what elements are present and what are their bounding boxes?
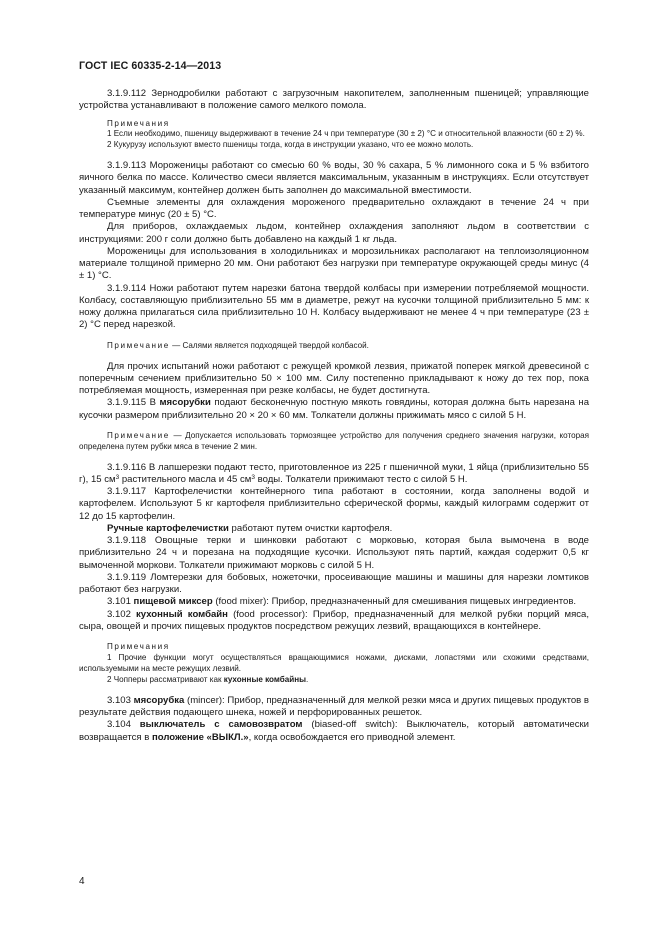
clause-3-1-9-113-p2: Съемные элементы для охлаждения мороженого предварительно охлаждают в течение 24 ч при температуре минус (20 ± 5) °С. <box>79 196 589 221</box>
note-label: Примечание <box>107 430 170 440</box>
clause-text: воды. Толкатели прижимают тесто с силой 5 Н. <box>254 473 468 485</box>
def-text: , когда освобождается его приводной элемент. <box>248 731 456 743</box>
clause-text: подают бесконечную постную мякоть говядины, которая должна быть нарезана на кусочки размером приблизительно 20 × 20 × 60 мм. Толкатели должны прижимать мясо с силой 5 Н. <box>79 397 590 421</box>
def-text: Прибор, предназначенный для мелкой резки мяса и других пищевых продуктов в результате действия подающего шнека, ножей и перфорированных решеток. <box>79 694 589 719</box>
notes-heading: Примечания <box>107 642 170 652</box>
clause-3-1-9-113-p4: Мороженицы для использования в холодильниках и морозильниках располагают на теплоизоляционном материале толщиной примерно 20 мм. Они работают без нагрузки при температуре окружающей среды минус (4 ± 1) °С. <box>79 245 589 282</box>
page-content <box>79 88 589 744</box>
note-2 <box>79 675 589 686</box>
note-dash: — <box>173 430 182 440</box>
def-number: 3.101 <box>107 596 131 608</box>
note-text: Салями является подходящей твердой колбасой. <box>182 340 369 350</box>
note-114 <box>79 341 589 352</box>
clause-text: растительного масла и 45 см <box>119 473 252 485</box>
def-english: (food mixer): <box>215 596 269 608</box>
def-term: пищевой миксер <box>133 596 213 608</box>
clause-3-1-9-113: 3.1.9.113 Мороженицы работают со смесью 60 % воды, 30 % сахара, 5 % лимонного сока и 5 % взбитого яичного белка по массе. Количество смеси является максимальным, указанным в инструкциях. Если отсутствует указанный максимум, контейнер должен быть заполнен до максимальной вместимости. <box>79 160 589 196</box>
def-english: (biased-off switch): <box>311 719 398 731</box>
def-text: Прибор, предназначенный для смешивания пищевых ингредиентов. <box>271 596 577 608</box>
def-english: (food processor): <box>233 608 308 620</box>
def-number: 3.104 <box>107 719 131 731</box>
def-term: кухонный комбайн <box>136 608 228 620</box>
def-number: 3.103 <box>107 694 131 706</box>
note-text: . <box>306 674 309 684</box>
clause-3-1-9-118: 3.1.9.118 Овощные терки и шинковки работают с морковью, которая была вымочена в воде приблизительно 24 ч и порезана на подходящие кусочки. Используют пять партий, каждая содержит 0,5 кг вымоченной моркови. Толкатели прижимают морковь с силой 5 Н. <box>79 535 589 571</box>
note-1: 1 Если необходимо, пшеницу выдерживают в течение 24 ч при температуре (30 ± 2) °С и относительной влажности (60 ± 2) %. <box>107 129 585 139</box>
definition-3-103 <box>79 695 589 720</box>
note-115 <box>79 431 589 453</box>
clause-3-1-9-116 <box>79 462 589 487</box>
superscript: 3 <box>251 473 255 481</box>
definition-3-104 <box>79 719 589 744</box>
definition-3-101 <box>79 596 589 608</box>
notes-heading: Примечания <box>107 118 170 128</box>
def-text: Выключатель, который автоматически возвращается в <box>79 719 590 743</box>
superscript: 3 <box>115 473 120 481</box>
clause-3-1-9-119: 3.1.9.119 Ломтерезки для бобовых, ножеточки, просеивающие машины и машины для нарезки ломтиков работают без нагрузки. <box>79 571 589 596</box>
page-header: ГОСТ IEC 60335-2-14—2013 <box>79 60 222 72</box>
clause-3-1-9-117: 3.1.9.117 Картофелечистки контейнерного типа работают в состоянии, когда заполнены водой и картофелем. Используют 5 кг картофеля приблизительно сферической формы, каждый килограмм содержит от 12 до 15 картофелин. <box>79 486 589 522</box>
def-text: Прибор, предназначенный для мелкой рубки порций мяса, сыра, овощей и прочих пищевых продуктов посредством режущих лезвий, вращающихся в контейнере. <box>79 608 590 632</box>
note-label: Примечание <box>107 340 170 350</box>
def-term: выключатель с самовозвратом <box>139 719 303 731</box>
clause-3-1-9-114-other-tests: Для прочих испытаний ножи работают с режущей кромкой лезвия, прижатой поперек мягкой древесиной с поперечным сечением приблизительно 50 × 100 мм. Силу постепенно прикладывают к ножу до тех пор, пока потребляемая мощность, измеренная при резке колбасы, не будет достигнута. <box>79 360 589 397</box>
note-2: 2 Кукурузу используют вместо пшеницы тогда, когда в инструкции указано, что ее можно молоть. <box>107 140 474 150</box>
notes-block-1 <box>79 119 589 152</box>
clause-3-1-9-112: 3.1.9.112 Зернодробилки работают с загрузочным накопителем, заполненным пшеницей; управляющие устройства устанавливают в положение самого мелкого помола. <box>79 88 589 112</box>
note-dash: — <box>172 340 181 350</box>
clause-3-1-9-115 <box>79 397 589 422</box>
term-bold: положение «ВЫКЛ.» <box>151 731 249 743</box>
note-1: 1 Прочие функции могут осуществляться вращающимися ножами, дисками, лопастями или схожими средствами, используемыми на месте режущих лезвий. <box>79 653 589 673</box>
def-english: (mincer): <box>187 694 225 706</box>
term-bold: кухонные комбайны <box>223 674 307 684</box>
note-text: Допускается использовать тормозящее устройство для получения среднего значения нагрузки, которая определена путем рубки мяса в течение 2 мин. <box>79 430 590 451</box>
page-number: 4 <box>79 876 85 887</box>
notes-block-2 <box>79 642 589 686</box>
def-number: 3.102 <box>107 608 131 620</box>
term-bold: Ручные картофелечистки <box>107 522 229 534</box>
clause-number: 3.1.9.115 В <box>107 397 156 409</box>
clause-3-1-9-114: 3.1.9.114 Ножи работают путем нарезки батона твердой колбасы при измерении потребляемой мощности. Колбасу, составляющую приблизительно 55 мм в диаметре, режут на кусочки толщиной приблизительно 5 мм: к ножу должна прилагаться сила приблизительно 10 Н. Колбасу выдерживают не менее 4 ч при температуре (23 ± 2) °С перед нарезкой. <box>79 282 589 331</box>
clause-3-1-9-113-p3: Для приборов, охлаждаемых льдом, контейнер охлаждения заполняют льдом в соответствии с инструкциями: 200 г соли должно быть добавлено на каждый 1 кг льда. <box>79 221 589 245</box>
clause-text: работают путем очистки картофеля. <box>231 522 393 534</box>
def-term: мясорубка <box>133 694 185 706</box>
term-bold: мясорубки <box>159 397 211 409</box>
clause-text: 3.1.9.116 В лапшерезки подают тесто, приготовленное из 225 г пшеничной муки, 1 яйца (приблизительно 55 г), 15 см <box>79 461 589 485</box>
clause-3-1-9-117-manual <box>79 523 589 535</box>
definition-3-102 <box>79 609 589 634</box>
note-text: 2 Чопперы рассматривают как <box>107 674 222 684</box>
